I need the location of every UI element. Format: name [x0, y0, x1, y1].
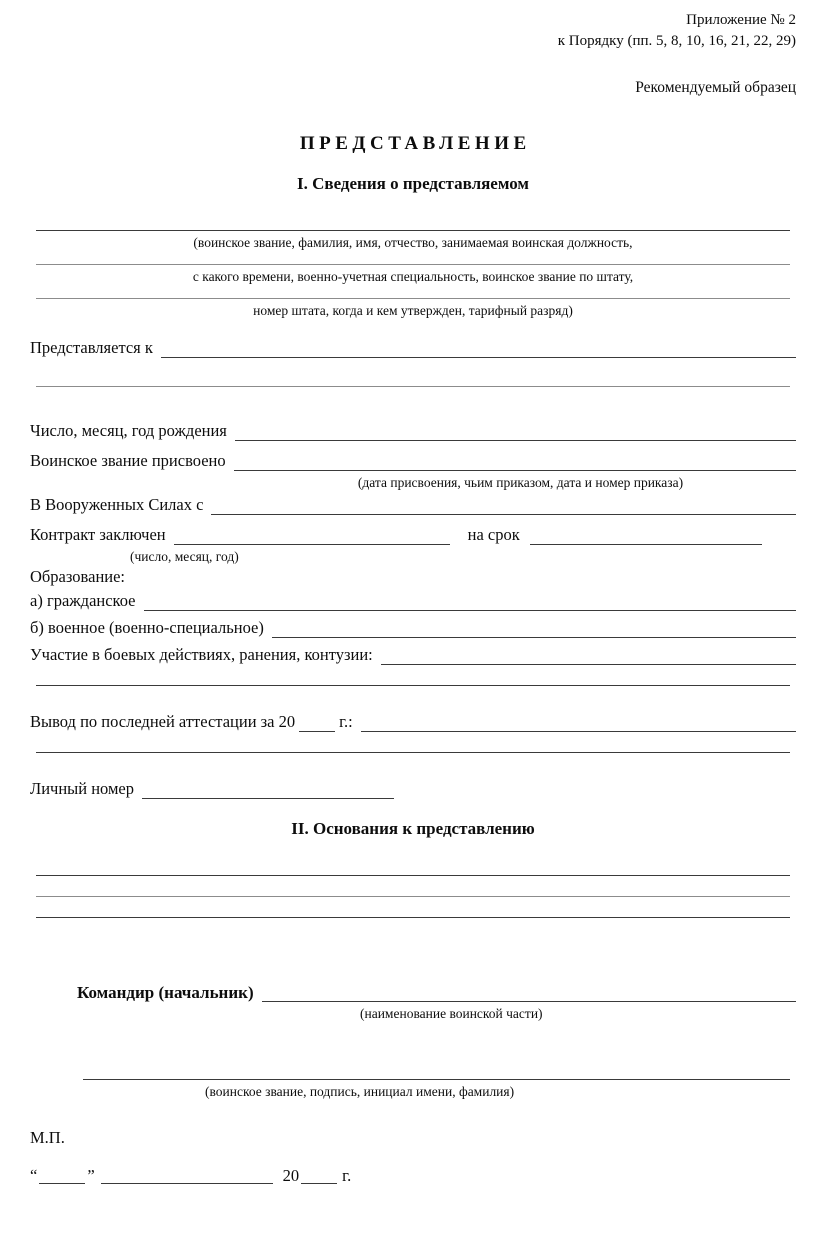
birth-date-input[interactable]	[235, 423, 796, 441]
birth-date-label: Число, месяц, год рождения	[30, 421, 227, 441]
stamp-label: М.П.	[30, 1127, 65, 1147]
date-day-input[interactable]	[39, 1168, 85, 1184]
commander-unit-input[interactable]	[262, 984, 796, 1002]
rank-assigned-caption: (дата присвоения, чьим приказом, дата и номер приказа)	[357, 475, 684, 491]
contract-term-label: на срок	[467, 525, 520, 545]
unit-name-caption: (наименование воинской части)	[360, 1006, 543, 1022]
quote-open: “	[30, 1165, 38, 1185]
page-title: ПРЕДСТАВЛЕНИЕ	[299, 132, 531, 154]
attestation-input[interactable]	[361, 714, 796, 732]
contract-term-input[interactable]	[530, 527, 762, 545]
attestation-year-input[interactable]	[299, 716, 335, 732]
year-suffix-label: г.	[342, 1165, 352, 1185]
section-ii-title: II. Основания к представлению	[291, 819, 535, 839]
date-month-input[interactable]	[101, 1168, 273, 1184]
attestation-prefix-label: Вывод по последней аттестации за 20	[30, 712, 296, 732]
presented-for-input[interactable]	[161, 340, 796, 358]
education-label: Образование:	[30, 566, 126, 586]
birth-date-row	[30, 423, 796, 441]
personal-number-row	[30, 781, 796, 799]
in-armed-forces-label: В Вооруженных Силах с	[30, 495, 204, 515]
identity-caption-1: (воинское звание, фамилия, имя, отчество, занимаемая воинская должность,	[193, 234, 633, 250]
presented-for-label: Представляется к	[30, 338, 153, 358]
contract-date-caption: (число, месяц, год)	[130, 549, 239, 565]
combat-input[interactable]	[381, 647, 796, 665]
contract-row	[30, 527, 796, 545]
combat-label: Участие в боевых действиях, ранения, контузии:	[30, 645, 373, 665]
personal-number-input[interactable]	[142, 781, 394, 799]
order-reference: к Порядку (пп. 5, 8, 10, 16, 21, 22, 29)	[557, 33, 796, 50]
combat-row	[30, 647, 796, 665]
quote-close: ”	[87, 1165, 95, 1185]
education-civil-label: а) гражданское	[30, 591, 136, 611]
recommended-sample-label: Рекомендуемый образец	[635, 78, 796, 96]
date-row	[30, 1165, 796, 1185]
identity-caption-2: с какого времени, военно-учетная специальность, воинское звание по штату,	[192, 268, 634, 284]
education-civil-input[interactable]	[144, 593, 796, 611]
document-header	[30, 0, 796, 99]
education-military-row	[30, 620, 796, 638]
education-military-label: б) военное (военно-специальное)	[30, 618, 264, 638]
education-military-input[interactable]	[272, 620, 796, 638]
rank-assigned-label: Воинское звание присвоено	[30, 451, 226, 471]
identity-caption-3: номер штата, когда и кем утвержден, тарифный разряд)	[253, 303, 573, 319]
in-armed-forces-input[interactable]	[211, 497, 796, 515]
rank-assigned-input[interactable]	[234, 453, 796, 471]
attestation-suffix-label: г.:	[339, 712, 353, 732]
education-heading-row	[30, 566, 796, 586]
in-armed-forces-row	[30, 497, 796, 515]
rank-assigned-row	[30, 453, 796, 471]
education-civil-row	[30, 593, 796, 611]
commander-row	[30, 984, 796, 1002]
contract-concluded-label: Контракт заключен	[30, 525, 166, 545]
appendix-number: Приложение № 2	[686, 12, 796, 28]
contract-date-input[interactable]	[174, 527, 450, 545]
commander-label: Командир (начальник)	[77, 983, 254, 1003]
section-i-title: I. Сведения о представляемом	[297, 173, 529, 193]
signature-caption: (воинское звание, подпись, инициал имени, фамилия)	[205, 1084, 515, 1100]
year-prefix-label: 20	[282, 1165, 300, 1185]
personal-number-label: Личный номер	[30, 779, 134, 799]
presented-for-row	[30, 340, 796, 358]
date-year-input[interactable]	[301, 1168, 337, 1184]
attestation-row	[30, 714, 796, 732]
